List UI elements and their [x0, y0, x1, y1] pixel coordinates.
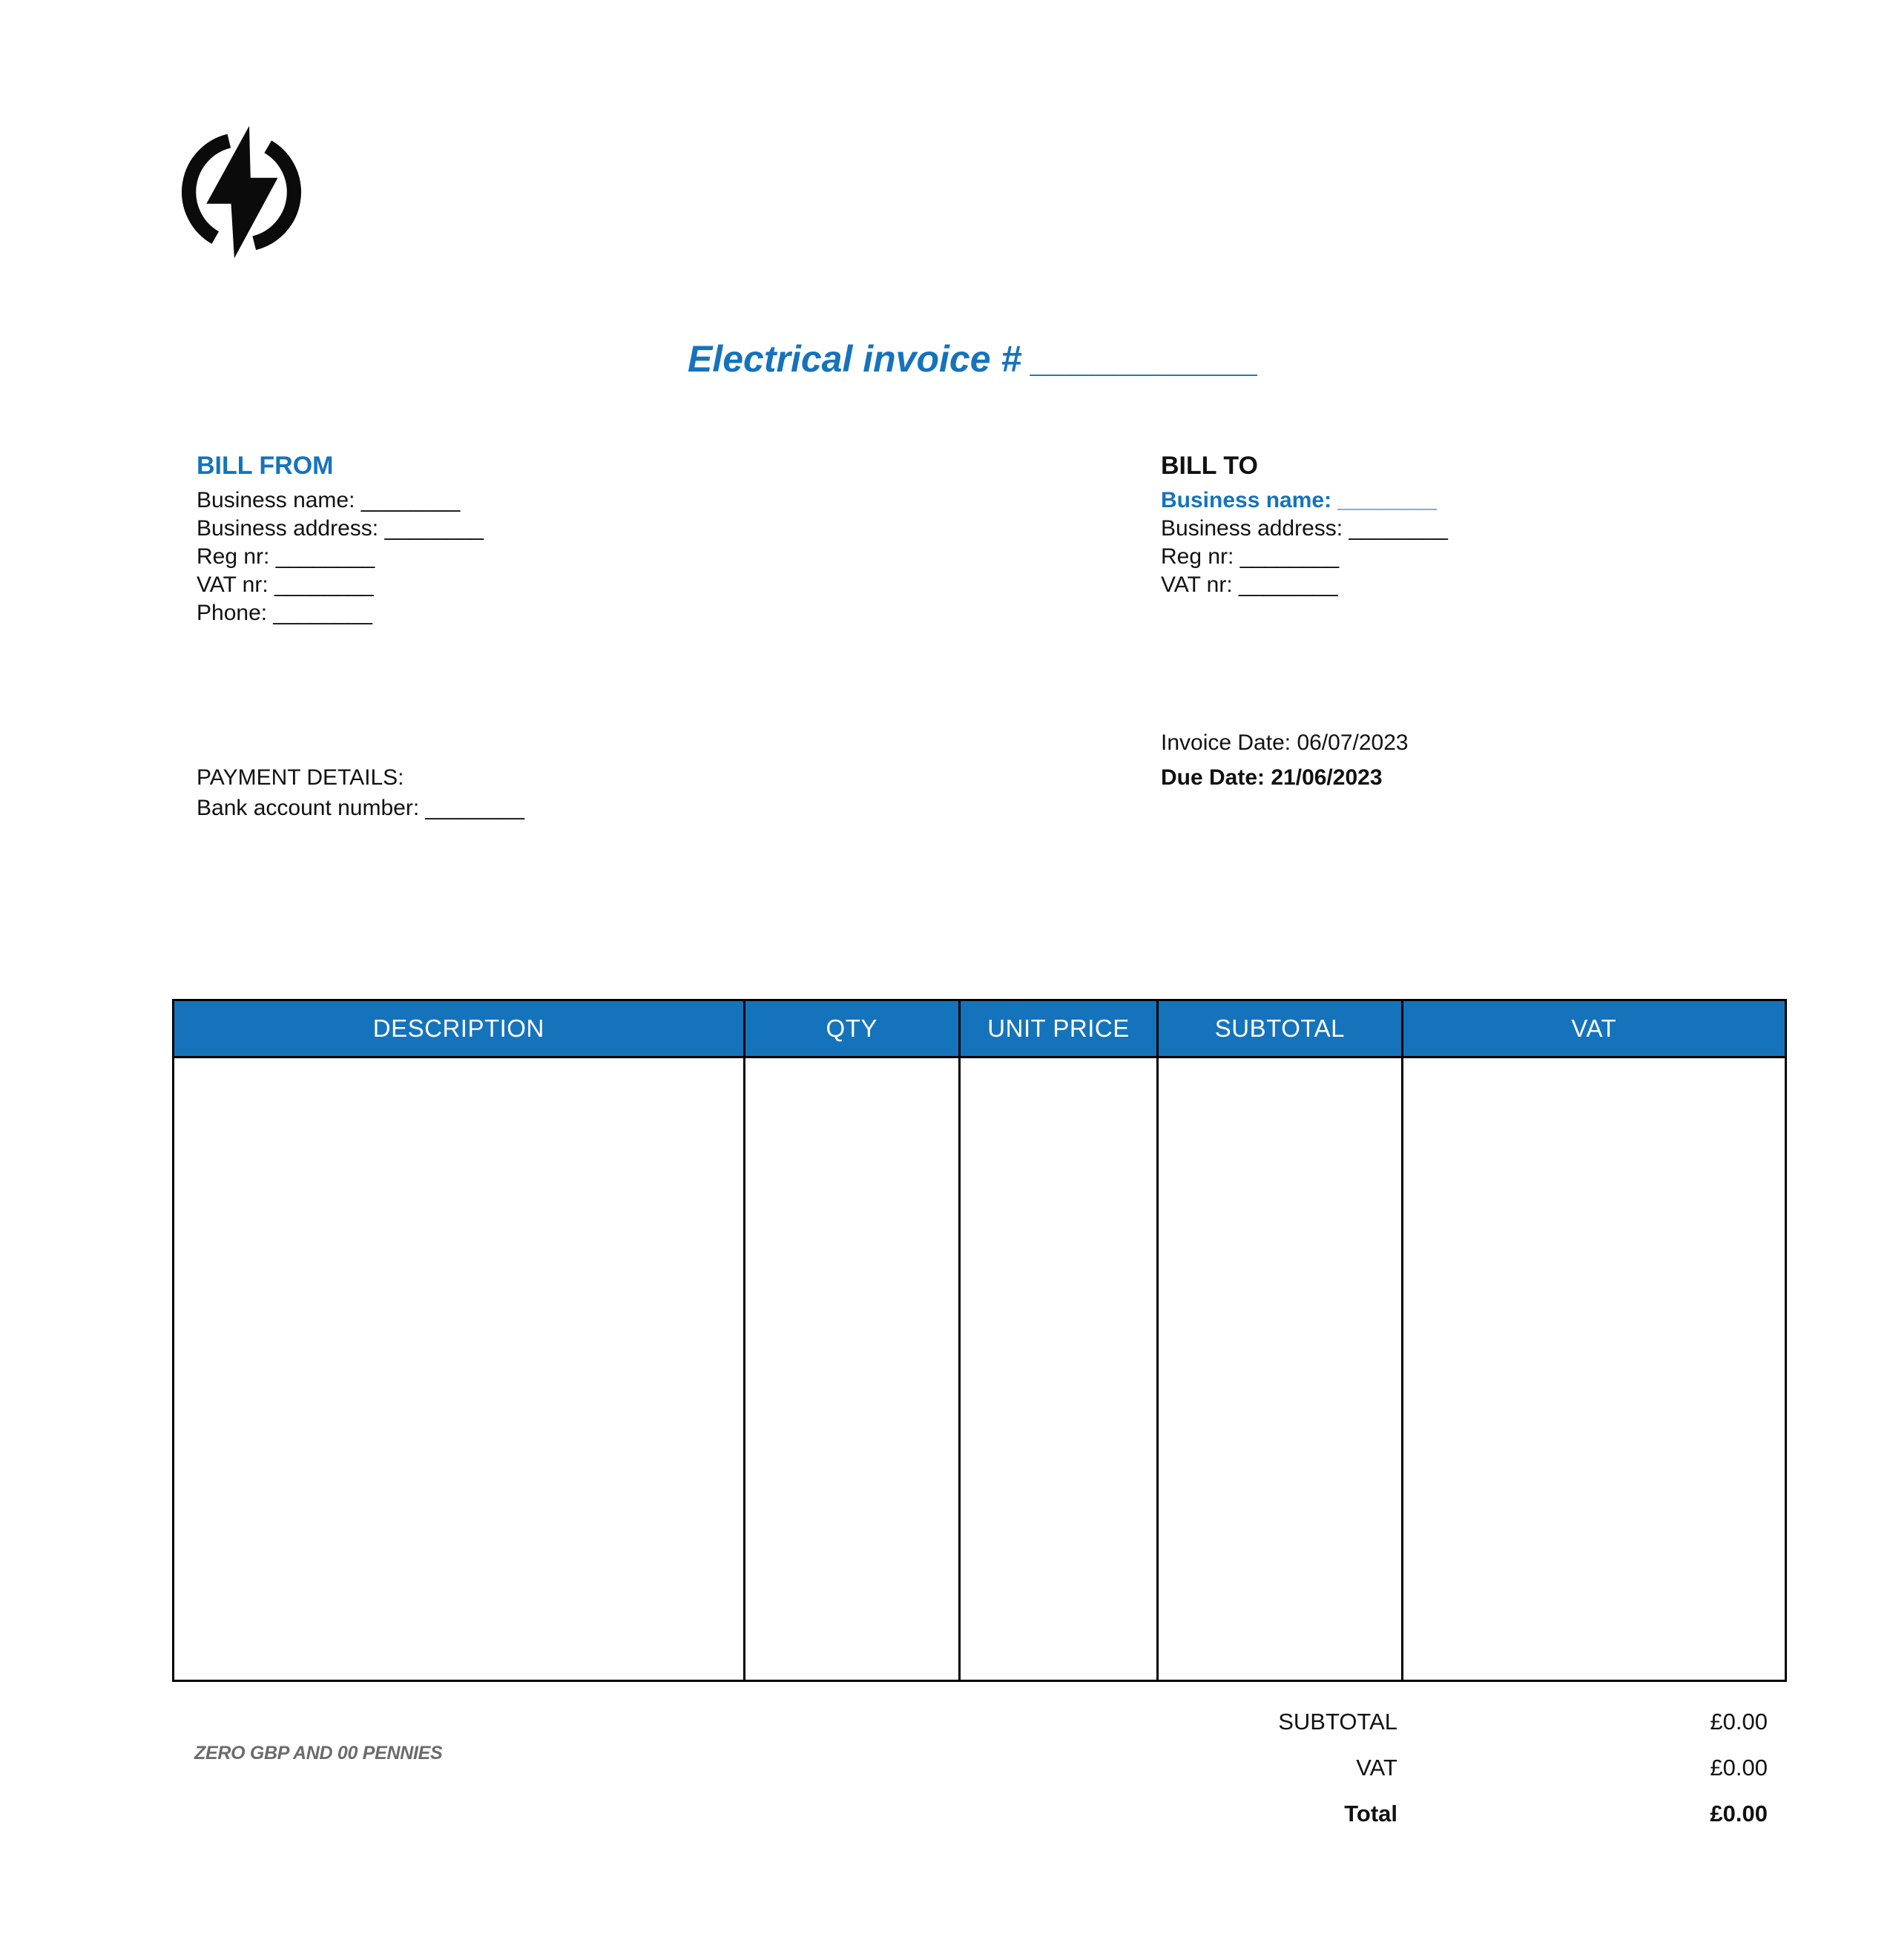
business-address-label: Business address:	[197, 516, 385, 541]
bill-from-heading: BILL FROM	[197, 452, 334, 480]
col-header-vat: VAT	[1402, 1000, 1785, 1057]
bank-account-blank[interactable]: ________	[425, 796, 524, 820]
bill-from-phone	[197, 599, 484, 627]
due-date-value: 21/06/2023	[1271, 765, 1383, 790]
bill-to-vat-nr	[1161, 571, 1448, 599]
due-date-label: Due Date:	[1161, 765, 1271, 790]
invoice-date-label: Invoice Date:	[1161, 730, 1297, 755]
cell-description	[174, 1057, 745, 1681]
invoice-title-text: Electrical invoice #	[687, 338, 1033, 380]
logo-graphic	[177, 125, 306, 260]
col-header-unit-price: UNIT PRICE	[959, 1000, 1157, 1057]
table-header-row	[174, 1000, 1786, 1057]
invoice-date-line	[1161, 725, 1409, 760]
vat-label: VAT	[1356, 1755, 1397, 1781]
business-name-blank[interactable]: ________	[360, 488, 461, 512]
vat-nr-blank[interactable]: ________	[1239, 573, 1338, 597]
reg-nr-label: Reg nr:	[197, 544, 276, 569]
phone-label: Phone:	[197, 601, 274, 625]
reg-nr-blank[interactable]: ________	[275, 544, 375, 569]
vat-value: £0.00	[1710, 1755, 1768, 1781]
business-address-label: Business address:	[1161, 516, 1349, 541]
payment-details-section	[197, 762, 524, 823]
line-items-table	[172, 999, 1787, 1682]
bill-from-business-name	[197, 486, 484, 515]
page-title	[0, 337, 1890, 380]
subtotal-label: SUBTOTAL	[1278, 1709, 1397, 1735]
subtotal-value: £0.00	[1710, 1709, 1768, 1735]
invoice-date-value: 06/07/2023	[1297, 730, 1409, 755]
cell-vat	[1402, 1057, 1785, 1681]
bill-from-business-address	[197, 515, 484, 543]
vat-nr-label: VAT nr:	[1161, 573, 1239, 597]
due-date-line	[1161, 760, 1409, 795]
bill-to-reg-nr	[1161, 543, 1448, 571]
cell-subtotal	[1158, 1057, 1402, 1681]
table-empty-row	[174, 1057, 1786, 1681]
col-header-qty: QTY	[744, 1000, 959, 1057]
business-address-blank[interactable]: ________	[1349, 516, 1448, 541]
phone-blank[interactable]: ________	[273, 601, 372, 625]
col-header-description: DESCRIPTION	[174, 1000, 745, 1057]
reg-nr-blank[interactable]: ________	[1239, 544, 1340, 569]
subtotal-row	[0, 1707, 1890, 1737]
bank-account-line	[197, 793, 524, 823]
amount-in-words: ZERO GBP AND 00 PENNIES	[194, 1743, 443, 1763]
bill-to-business-name	[1161, 486, 1448, 515]
business-name-label: Business name:	[1161, 488, 1338, 512]
invoice-number-blank[interactable]: ___________	[1032, 338, 1260, 380]
vat-nr-label: VAT nr:	[197, 573, 275, 597]
electric-lightning-logo	[177, 125, 306, 260]
total-row	[0, 1799, 1890, 1829]
vat-nr-blank[interactable]: ________	[274, 573, 374, 597]
bill-to-section	[1161, 451, 1448, 599]
business-name-label: Business name:	[197, 488, 361, 512]
dates-section	[1161, 725, 1409, 795]
business-name-blank[interactable]: ________	[1337, 488, 1437, 512]
business-address-blank[interactable]: ________	[384, 516, 484, 541]
bill-from-section	[197, 451, 484, 627]
bank-account-label: Bank account number:	[197, 796, 426, 820]
bill-from-vat-nr	[197, 571, 484, 599]
payment-details-heading: PAYMENT DETAILS:	[197, 765, 404, 790]
col-header-subtotal: SUBTOTAL	[1158, 1000, 1402, 1057]
total-value: £0.00	[1710, 1801, 1768, 1827]
reg-nr-label: Reg nr:	[1161, 544, 1240, 569]
bill-to-business-address	[1161, 515, 1448, 543]
bill-from-reg-nr	[197, 543, 484, 571]
cell-qty	[744, 1057, 959, 1681]
cell-unit-price	[959, 1057, 1157, 1681]
total-label: Total	[1344, 1801, 1397, 1827]
bill-to-heading: BILL TO	[1161, 452, 1258, 480]
